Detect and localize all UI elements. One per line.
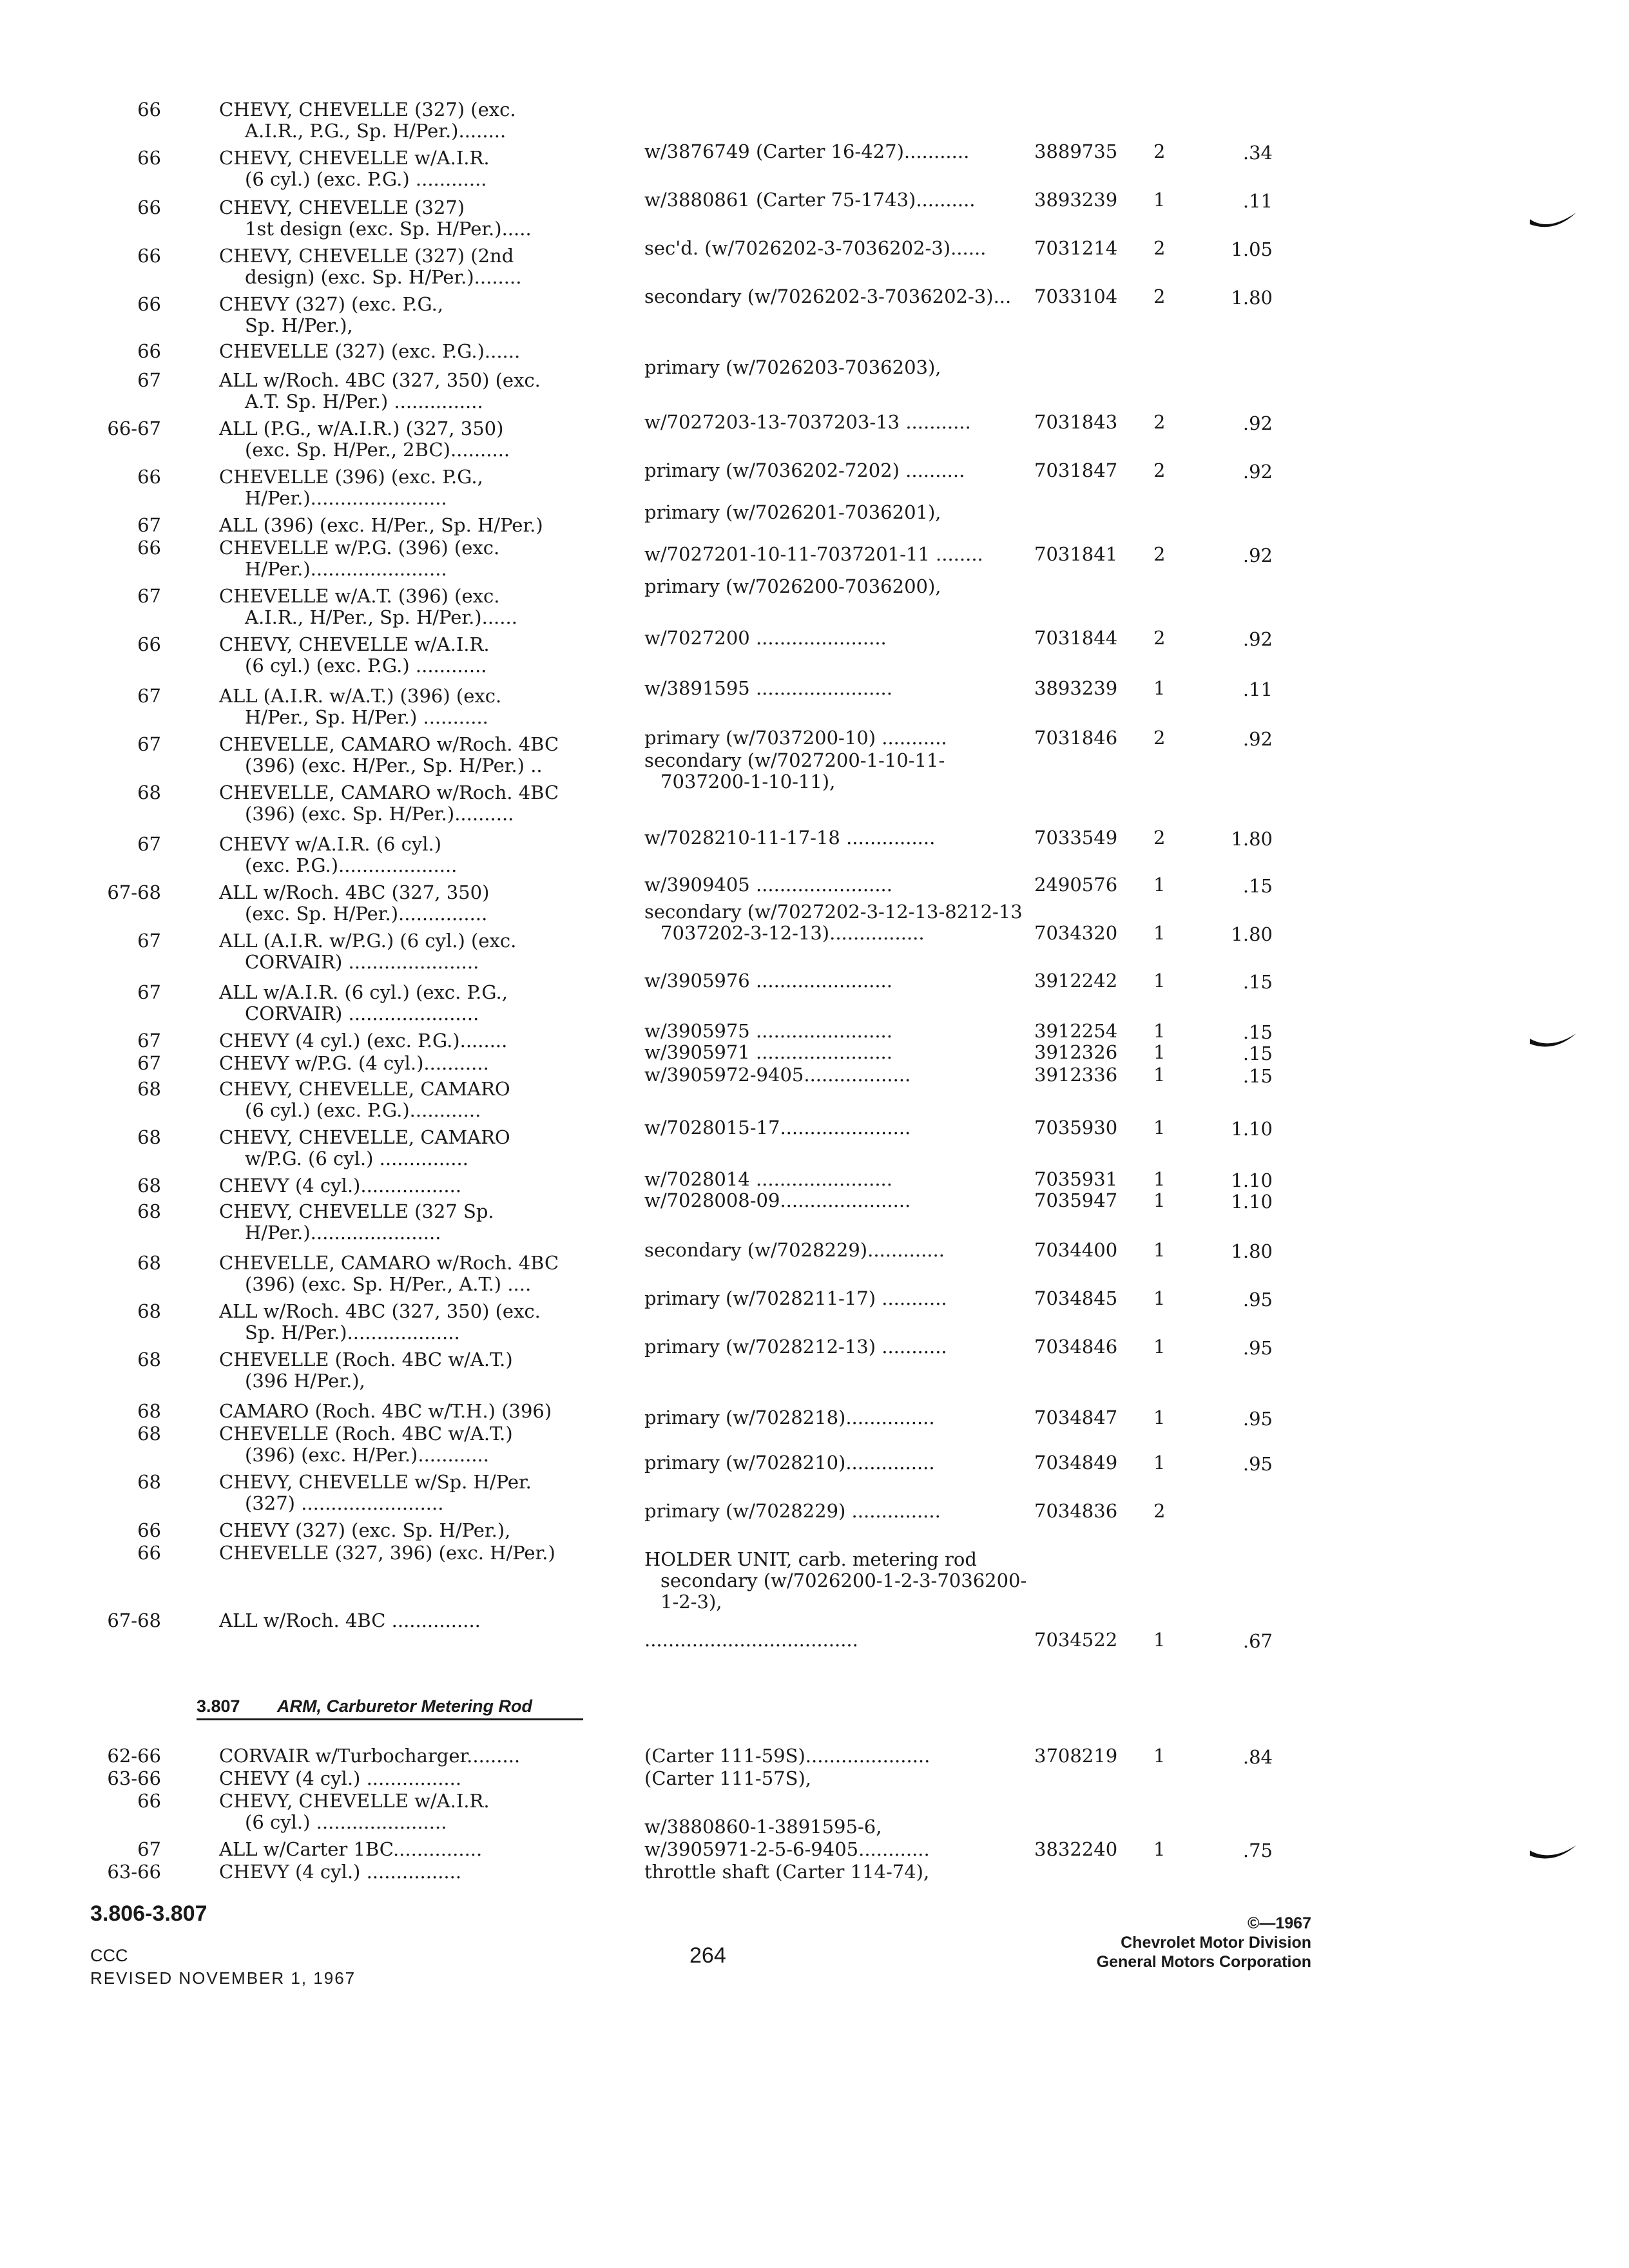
- application-desc-line: CHEVY w/P.G. (4 cyl.)...........: [219, 1052, 489, 1074]
- application-desc-line: (396) (exc. Sp. H/Per., A.T.) ....: [245, 1273, 532, 1295]
- model-year: 68: [137, 1300, 161, 1322]
- application-desc-line: ALL w/A.I.R. (6 cyl.) (exc. P.G.,: [219, 981, 508, 1003]
- part-number: 7034400: [1034, 1239, 1118, 1261]
- application-desc-line: (396) (exc. H/Per.)............: [245, 1444, 489, 1466]
- application-desc-line: CHEVY, CHEVELLE, CAMARO: [219, 1126, 510, 1148]
- model-year: 66: [137, 245, 161, 267]
- usage-desc-line: (Carter 111-59S).....................: [644, 1745, 930, 1767]
- usage-desc-line: w/3905976 .......................: [644, 970, 892, 992]
- quantity: 2: [1153, 827, 1166, 849]
- application-desc-line: Sp. H/Per.),: [245, 314, 353, 336]
- quantity: 1: [1153, 1452, 1166, 1474]
- application-desc-line: (327) ........................: [245, 1492, 444, 1514]
- price: 1.80: [1231, 828, 1273, 850]
- part-number: 3912326: [1034, 1041, 1118, 1063]
- model-year: 68: [137, 1175, 161, 1196]
- quantity: 2: [1153, 543, 1166, 565]
- model-year: 67: [137, 930, 161, 952]
- usage-desc-line: w/7028210-11-17-18 ...............: [644, 827, 936, 849]
- quantity: 2: [1153, 237, 1166, 259]
- model-year: 68: [137, 1471, 161, 1493]
- usage-desc-line: primary (w/7028212-13) ...........: [644, 1336, 947, 1358]
- price: .92: [1242, 461, 1273, 483]
- quantity: 2: [1153, 411, 1166, 433]
- model-year: 66: [137, 197, 161, 218]
- model-year: 67: [137, 981, 161, 1003]
- application-desc-line: CHEVELLE (327) (exc. P.G.)......: [219, 340, 521, 362]
- part-number: 3893239: [1034, 189, 1118, 211]
- price: .92: [1242, 728, 1273, 750]
- usage-desc-line: w/3891595 .......................: [644, 677, 892, 699]
- model-year: 68: [137, 782, 161, 803]
- quantity: 2: [1153, 627, 1166, 649]
- application-desc-line: (exc. Sp. H/Per., 2BC)..........: [245, 439, 510, 461]
- usage-desc-line: throttle shaft (Carter 114-74),: [644, 1861, 930, 1883]
- page-number: 264: [689, 1943, 726, 1968]
- quantity: 1: [1153, 1189, 1166, 1211]
- model-year: 67-68: [107, 881, 161, 903]
- application-desc-line: CHEVY (4 cyl.).................: [219, 1175, 462, 1196]
- price: 1.10: [1231, 1169, 1273, 1191]
- usage-desc-line: ....................................: [644, 1629, 858, 1651]
- usage-desc-line: w/3905972-9405..................: [644, 1064, 911, 1086]
- part-number: 7031843: [1034, 411, 1118, 433]
- application-desc-line: (396 H/Per.),: [245, 1370, 365, 1392]
- model-year: 67: [137, 685, 161, 707]
- part-number: 7031844: [1034, 627, 1118, 649]
- application-desc-line: ALL (A.I.R. w/A.T.) (396) (exc.: [219, 685, 502, 707]
- usage-desc-line: w/3880861 (Carter 75-1743)..........: [644, 189, 976, 211]
- usage-desc-line: w/7027201-10-11-7037201-11 ........: [644, 543, 983, 565]
- part-number: 7035930: [1034, 1117, 1118, 1139]
- scan-mark-3: [1528, 1843, 1580, 1869]
- application-desc-line: CHEVY, CHEVELLE w/Sp. H/Per.: [219, 1471, 532, 1493]
- application-desc-line: CHEVY (327) (exc. Sp. H/Per.),: [219, 1519, 511, 1541]
- model-year: 67: [137, 1052, 161, 1074]
- usage-desc-line: primary (w/7028210)...............: [644, 1452, 935, 1474]
- application-desc-line: CORVAIR) ......................: [245, 1003, 479, 1024]
- part-number: 7033104: [1034, 285, 1118, 307]
- model-year: 66: [137, 340, 161, 362]
- application-desc-line: CHEVY, CHEVELLE, CAMARO: [219, 1078, 510, 1100]
- model-year: 67: [137, 369, 161, 391]
- part-number: 3912254: [1034, 1020, 1118, 1042]
- price: 1.80: [1231, 923, 1273, 945]
- quantity: 1: [1153, 677, 1166, 699]
- quantity: 1: [1153, 970, 1166, 992]
- quantity: 1: [1153, 1064, 1166, 1086]
- price: 1.10: [1231, 1118, 1273, 1140]
- quantity: 1: [1153, 1838, 1166, 1860]
- application-desc-line: ALL (396) (exc. H/Per., Sp. H/Per.): [219, 514, 543, 536]
- application-desc-line: CHEVELLE (327, 396) (exc. H/Per.): [219, 1542, 555, 1564]
- model-year: 67: [137, 585, 161, 607]
- quantity: 1: [1153, 1020, 1166, 1042]
- part-number: 7034836: [1034, 1500, 1118, 1522]
- usage-desc-line: HOLDER UNIT, carb. metering rod: [644, 1548, 977, 1570]
- quantity: 1: [1153, 189, 1166, 211]
- application-desc-line: CAMARO (Roch. 4BC w/T.H.) (396): [219, 1400, 552, 1422]
- application-desc-line: CHEVELLE, CAMARO w/Roch. 4BC: [219, 1252, 559, 1274]
- part-number: 7035947: [1034, 1189, 1118, 1211]
- price: .34: [1242, 142, 1273, 164]
- section-title: ARM, Carburetor Metering Rod: [277, 1696, 533, 1716]
- part-number: 7035931: [1034, 1168, 1118, 1190]
- application-desc-line: ALL w/Roch. 4BC (327, 350): [219, 881, 490, 903]
- price: 1.10: [1231, 1191, 1273, 1213]
- model-year: 66: [137, 537, 161, 559]
- price: .15: [1242, 1043, 1273, 1064]
- application-desc-line: ALL w/Roch. 4BC (327, 350) (exc.: [219, 369, 541, 391]
- application-desc-line: CORVAIR) ......................: [245, 951, 479, 973]
- application-desc-line: CHEVELLE (Roch. 4BC w/A.T.): [219, 1423, 513, 1445]
- part-number: 7034849: [1034, 1452, 1118, 1474]
- application-desc-line: ALL (A.I.R. w/P.G.) (6 cyl.) (exc.: [219, 930, 517, 952]
- model-year: 67: [137, 1838, 161, 1860]
- usage-desc-line: secondary (w/7027202-3-12-13-8212-13: [644, 901, 1023, 923]
- application-desc-line: (396) (exc. H/Per., Sp. H/Per.) ..: [245, 754, 543, 776]
- price: .15: [1242, 971, 1273, 993]
- usage-desc-line: w/3876749 (Carter 16-427)...........: [644, 140, 970, 162]
- part-number: 7031841: [1034, 543, 1118, 565]
- application-desc-line: CHEVELLE, CAMARO w/Roch. 4BC: [219, 733, 559, 755]
- section-number: 3.807: [197, 1696, 240, 1716]
- usage-desc-line: (Carter 111-57S),: [644, 1767, 812, 1789]
- application-desc-line: CHEVELLE w/P.G. (396) (exc.: [219, 537, 500, 559]
- price: .67: [1242, 1630, 1273, 1652]
- page-range: 3.806-3.807: [90, 1901, 207, 1926]
- model-year: 67-68: [107, 1610, 161, 1631]
- part-number: 7031846: [1034, 727, 1118, 749]
- price: .15: [1242, 875, 1273, 897]
- application-desc-line: CHEVELLE, CAMARO w/Roch. 4BC: [219, 782, 559, 803]
- part-number: 7034846: [1034, 1336, 1118, 1358]
- model-year: 68: [137, 1252, 161, 1274]
- application-desc-line: CHEVELLE w/A.T. (396) (exc.: [219, 585, 500, 607]
- quantity: 2: [1153, 1500, 1166, 1522]
- usage-desc-line: w/3905971-2-5-6-9405............: [644, 1838, 930, 1860]
- price: .84: [1242, 1746, 1273, 1768]
- usage-desc-line: primary (w/7026201-7036201),: [644, 501, 941, 523]
- application-desc-line: H/Per.).......................: [245, 487, 447, 509]
- price: .15: [1242, 1021, 1273, 1043]
- usage-desc-line: secondary (w/7027200-1-10-11-: [644, 749, 945, 771]
- quantity: 1: [1153, 1239, 1166, 1261]
- price: .11: [1242, 678, 1273, 700]
- application-desc-line: CHEVY, CHEVELLE (327 Sp.: [219, 1200, 494, 1222]
- application-desc-line: CHEVY, CHEVELLE w/A.I.R.: [219, 1790, 490, 1812]
- application-desc-line: CHEVY (327) (exc. P.G.,: [219, 293, 444, 315]
- price: 1.05: [1231, 238, 1273, 260]
- quantity: 2: [1153, 285, 1166, 307]
- quantity: 1: [1153, 874, 1166, 896]
- price: .92: [1242, 544, 1273, 566]
- corporation-name: General Motors Corporation: [1096, 1953, 1311, 1971]
- application-desc-line: CHEVY, CHEVELLE (327): [219, 197, 465, 218]
- part-number: 7034847: [1034, 1407, 1118, 1428]
- usage-desc-line: primary (w/7028229) ...............: [644, 1500, 941, 1522]
- application-desc-line: CHEVY, CHEVELLE (327) (exc.: [219, 99, 516, 120]
- model-year: 68: [137, 1126, 161, 1148]
- price: .95: [1242, 1289, 1273, 1311]
- quantity: 2: [1153, 140, 1166, 162]
- application-desc-line: A.T. Sp. H/Per.) ...............: [245, 390, 483, 412]
- quantity: 1: [1153, 1336, 1166, 1358]
- usage-desc-line: primary (w/7026203-7036203),: [644, 356, 941, 378]
- copyright: ©—1967: [1247, 1914, 1311, 1932]
- usage-desc-line: 7037200-1-10-11),: [660, 771, 836, 793]
- usage-desc-line: w/7028015-17......................: [644, 1117, 911, 1139]
- usage-desc-line: secondary (w/7028229).............: [644, 1239, 945, 1261]
- price: 1.80: [1231, 1240, 1273, 1262]
- price: .95: [1242, 1453, 1273, 1475]
- part-number: 7034845: [1034, 1287, 1118, 1309]
- model-year: 63-66: [107, 1861, 161, 1883]
- price: 1.80: [1231, 287, 1273, 309]
- price: .95: [1242, 1408, 1273, 1430]
- price: .95: [1242, 1337, 1273, 1359]
- application-desc-line: (exc. Sp. H/Per.)...............: [245, 903, 488, 925]
- model-year: 68: [137, 1078, 161, 1100]
- application-desc-line: CORVAIR w/Turbocharger.........: [219, 1745, 521, 1767]
- application-desc-line: ALL w/Roch. 4BC (327, 350) (exc.: [219, 1300, 541, 1322]
- application-desc-line: ALL w/Carter 1BC...............: [219, 1838, 483, 1860]
- application-desc-line: (6 cyl.) (exc. P.G.) ............: [245, 168, 487, 190]
- quantity: 1: [1153, 1745, 1166, 1767]
- application-desc-line: CHEVY, CHEVELLE (327) (2nd: [219, 245, 514, 267]
- usage-desc-line: w/3905975 .......................: [644, 1020, 892, 1042]
- model-year: 68: [137, 1423, 161, 1445]
- application-desc-line: CHEVY w/A.I.R. (6 cyl.): [219, 833, 442, 855]
- application-desc-line: CHEVY (4 cyl.) (exc. P.G.)........: [219, 1030, 508, 1052]
- usage-desc-line: primary (w/7028218)...............: [644, 1407, 935, 1428]
- model-year: 66-67: [107, 418, 161, 439]
- usage-desc-line: sec'd. (w/7026202-3-7036202-3)......: [644, 237, 987, 259]
- section-header-rule: [197, 1718, 583, 1720]
- model-year: 66: [137, 147, 161, 169]
- model-year: 68: [137, 1400, 161, 1422]
- division-name: Chevrolet Motor Division: [1121, 1934, 1311, 1952]
- application-desc-line: CHEVELLE (396) (exc. P.G.,: [219, 466, 483, 488]
- part-number: 7033549: [1034, 827, 1118, 849]
- part-number: 7031214: [1034, 237, 1118, 259]
- quantity: 1: [1153, 922, 1166, 944]
- application-desc-line: 1st design (exc. Sp. H/Per.).....: [245, 218, 532, 240]
- application-desc-line: H/Per.).......................: [245, 558, 447, 580]
- application-desc-line: CHEVY (4 cyl.) ................: [219, 1767, 462, 1789]
- part-number: 3893239: [1034, 677, 1118, 699]
- part-number: 7034522: [1034, 1629, 1118, 1651]
- part-number: 7034320: [1034, 922, 1118, 944]
- application-desc-line: A.I.R., P.G., Sp. H/Per.)........: [245, 120, 506, 142]
- application-desc-line: H/Per., Sp. H/Per.) ...........: [245, 706, 488, 728]
- model-year: 62-66: [107, 1745, 161, 1767]
- usage-desc-line: primary (w/7036202-7202) ..........: [644, 459, 965, 481]
- quantity: 1: [1153, 1117, 1166, 1139]
- part-number: 3912336: [1034, 1064, 1118, 1086]
- application-desc-line: (exc. P.G.)....................: [245, 854, 458, 876]
- application-desc-line: CHEVELLE (Roch. 4BC w/A.T.): [219, 1349, 513, 1370]
- model-year: 67: [137, 833, 161, 855]
- application-desc-line: design) (exc. Sp. H/Per.)........: [245, 266, 522, 288]
- model-year: 66: [137, 1542, 161, 1564]
- catalog-code: CCC: [90, 1946, 128, 1965]
- usage-desc-line: w/3880860-1-3891595-6,: [644, 1816, 882, 1838]
- model-year: 66: [137, 633, 161, 655]
- quantity: 1: [1153, 1629, 1166, 1651]
- quantity: 2: [1153, 727, 1166, 749]
- part-number: 3708219: [1034, 1745, 1118, 1767]
- application-desc-line: (6 cyl.) ......................: [245, 1811, 447, 1833]
- quantity: 1: [1153, 1407, 1166, 1428]
- model-year: 66: [137, 466, 161, 488]
- price: .11: [1242, 190, 1273, 212]
- usage-desc-line: w/7027203-13-7037203-13 ...........: [644, 411, 971, 433]
- scan-mark-1: [1528, 207, 1580, 233]
- quantity: 1: [1153, 1041, 1166, 1063]
- usage-desc-line: w/3905971 .......................: [644, 1041, 892, 1063]
- application-desc-line: Sp. H/Per.)...................: [245, 1321, 460, 1343]
- model-year: 63-66: [107, 1767, 161, 1789]
- application-desc-line: (6 cyl.) (exc. P.G.)............: [245, 1099, 481, 1121]
- usage-desc-line: 1-2-3),: [660, 1591, 722, 1613]
- application-desc-line: (6 cyl.) (exc. P.G.) ............: [245, 655, 487, 677]
- application-desc-line: ALL (P.G., w/A.I.R.) (327, 350): [219, 418, 504, 439]
- model-year: 66: [137, 1519, 161, 1541]
- part-number: 3832240: [1034, 1838, 1118, 1860]
- price: .15: [1242, 1065, 1273, 1087]
- model-year: 67: [137, 514, 161, 536]
- usage-desc-line: w/7028014 .......................: [644, 1168, 892, 1190]
- usage-desc-line: w/7027200 ......................: [644, 627, 887, 649]
- application-desc-line: CHEVY, CHEVELLE w/A.I.R.: [219, 147, 490, 169]
- usage-desc-line: primary (w/7026200-7036200),: [644, 575, 941, 597]
- model-year: 67: [137, 733, 161, 755]
- usage-desc-line: secondary (w/7026202-3-7036202-3)...: [644, 285, 1012, 307]
- revised-date: REVISED NOVEMBER 1, 1967: [90, 1968, 356, 1988]
- usage-desc-line: 7037202-3-12-13)................: [660, 922, 925, 944]
- part-number: 2490576: [1034, 874, 1118, 896]
- scan-mark-2: [1528, 1031, 1580, 1057]
- usage-desc-line: secondary (w/7026200-1-2-3-7036200-: [660, 1570, 1027, 1591]
- price: .92: [1242, 628, 1273, 650]
- part-number: 3889735: [1034, 140, 1118, 162]
- application-desc-line: H/Per.)......................: [245, 1222, 441, 1244]
- model-year: 66: [137, 293, 161, 315]
- usage-desc-line: w/3909405 .......................: [644, 874, 892, 896]
- application-desc-line: A.I.R., H/Per., Sp. H/Per.)......: [245, 606, 517, 628]
- quantity: 1: [1153, 1168, 1166, 1190]
- application-desc-line: CHEVY, CHEVELLE w/A.I.R.: [219, 633, 490, 655]
- model-year: 68: [137, 1200, 161, 1222]
- application-desc-line: ALL w/Roch. 4BC ...............: [219, 1610, 481, 1631]
- usage-desc-line: primary (w/7028211-17) ...........: [644, 1287, 947, 1309]
- part-number: 3912242: [1034, 970, 1118, 992]
- usage-desc-line: w/7028008-09......................: [644, 1189, 911, 1211]
- quantity: 2: [1153, 459, 1166, 481]
- quantity: 1: [1153, 1287, 1166, 1309]
- model-year: 66: [137, 99, 161, 120]
- application-desc-line: CHEVY (4 cyl.) ................: [219, 1861, 462, 1883]
- application-desc-line: (396) (exc. Sp. H/Per.)..........: [245, 803, 514, 825]
- part-number: 7031847: [1034, 459, 1118, 481]
- price: .92: [1242, 412, 1273, 434]
- model-year: 67: [137, 1030, 161, 1052]
- application-desc-line: w/P.G. (6 cyl.) ...............: [245, 1148, 468, 1169]
- model-year: 66: [137, 1790, 161, 1812]
- price: .75: [1242, 1840, 1273, 1861]
- usage-desc-line: primary (w/7037200-10) ...........: [644, 727, 947, 749]
- model-year: 68: [137, 1349, 161, 1370]
